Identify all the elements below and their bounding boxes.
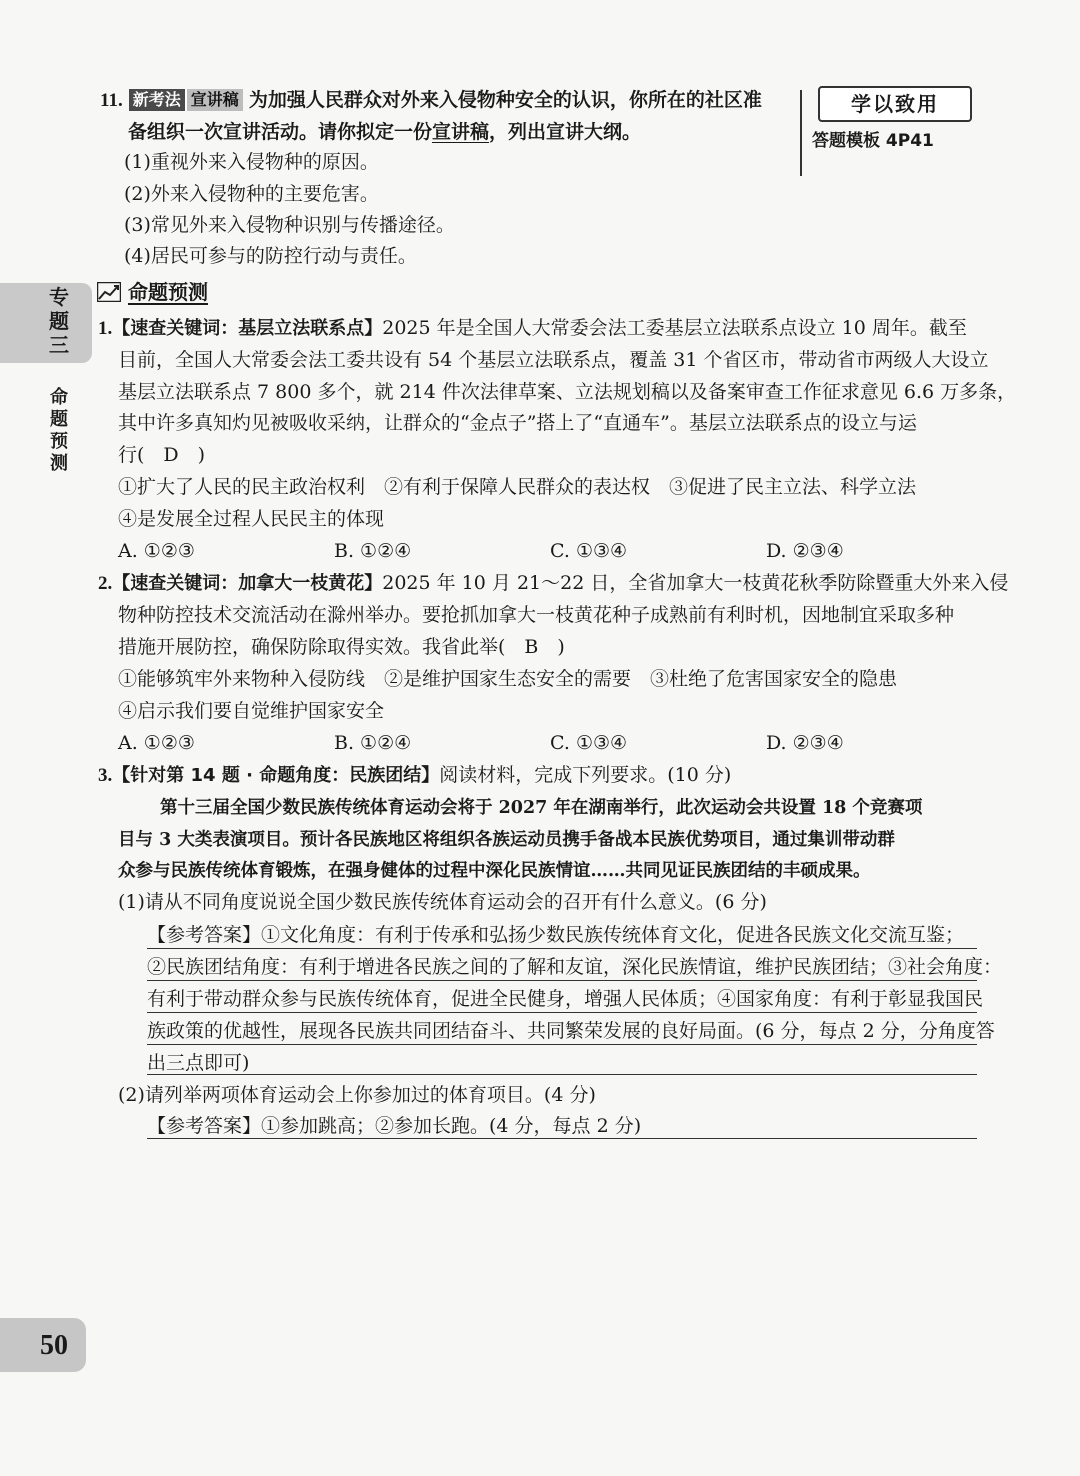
q3-answer1-line-4: 族政策的优越性，展现各民族共同团结奋斗、共同繁荣发展的良好局面。(6 分，每点 2 分，分角度答 <box>147 1020 995 1042</box>
q3-number: 3. <box>98 765 113 786</box>
q11-item-3: (3)常见外来入侵物种识别与传播途径。 <box>124 214 455 236</box>
q1-text-3: 基层立法联系点 7 800 多个，就 214 件次法律草案、立法规划稿以及备案审查工作征求意见 6.6 万多条， <box>118 381 1017 403</box>
side-sub-char-2: 题 <box>50 409 68 430</box>
q11-item-4: (4)居民可参与的防控行动与责任。 <box>124 245 417 267</box>
q1-option-c: C. ①③④ <box>550 540 628 562</box>
q3-answer1-line-3: 有利于带动群众参与民族传统体育，促进全民健身，增强人民体质；④国家角度：有利于彰显我国民 <box>147 988 984 1010</box>
q2-keyword: 【速查关键词：加拿大一枝黄花】 <box>112 573 383 594</box>
q3-answer2: 【参考答案】①参加跳高；②参加长跑。(4 分，每点 2 分) <box>147 1115 642 1137</box>
q3-answer1-line-5: 出三点即可) <box>147 1052 250 1074</box>
q11-item-2: (2)外来入侵物种的主要危害。 <box>124 183 379 205</box>
q11-line-2 <box>128 120 641 144</box>
q3-material-1: 第十三届全国少数民族传统体育运动会将于 2027 年在湖南举行，此次运动会共设置 18 个竞赛项 <box>160 798 923 818</box>
side-sub-char-4: 测 <box>50 453 68 474</box>
q1-text-1: 2025 年是全国人大常委会法工委基层立法联系点设立 10 周年。截至 <box>382 317 967 339</box>
q3-instruction: 阅读材料，完成下列要求。(10 分) <box>439 764 732 786</box>
answer-rule <box>147 1012 977 1013</box>
q1-text-4: 其中许多真知灼见被吸收采纳，让群众的“金点子”搭上了“直通车”。基层立法联系点的设立与运 <box>118 412 917 434</box>
q3-sub-question-2: (2)请列举两项体育运动会上你参加过的体育项目。(4 分) <box>118 1084 596 1106</box>
q2-statements-2: ④启示我们要自觉维护国家安全 <box>118 700 385 722</box>
q3-sub-question-1: (1)请从不同角度说说全国少数民族传统体育运动会的召开有什么意义。(6 分) <box>118 891 767 913</box>
q11-stem-2-underlined: 宣讲稿 <box>432 121 490 143</box>
q2-statements-1: ①能够筑牢外来物种入侵防线 ②是维护国家生态安全的需要 ③杜绝了危害国家安全的隐患 <box>118 668 898 690</box>
q2-text-2: 物种防控技术交流活动在滁州举办。要抢抓加拿大一枝黄花种子成熟前有利时机，因地制宜采取多种 <box>118 604 955 626</box>
q11-tag-new-method: 新考法 <box>129 89 185 111</box>
answer-rule <box>147 1138 977 1139</box>
q2-text-3: 措施开展防控，确保防除取得实效。我省此举( B ) <box>118 636 565 658</box>
q11-number: 11. <box>100 90 123 111</box>
q3-answer1-line-2: ②民族团结角度：有利于增进各民族之间的了解和友谊，深化民族情谊，维护民族团结；③社会角度： <box>147 956 1003 978</box>
q2-option-c: C. ①③④ <box>550 732 628 754</box>
q2-number: 2. <box>98 573 113 594</box>
q3-material-3: 众参与民族传统体育锻炼，在强身健体的过程中深化民族情谊……共同见证民族团结的丰硕成果。 <box>118 861 871 881</box>
q1-number: 1. <box>98 318 113 339</box>
q11-stem-2a: 备组织一次宣讲活动。请你拟定一份 <box>128 121 433 143</box>
q11-line-1 <box>100 88 762 113</box>
side-sub-char-1: 命 <box>50 387 68 408</box>
q3-answer1-line-1: 【参考答案】①文化角度：有利于传承和弘扬少数民族传统体育文化，促进各民族文化交流互鉴； <box>147 924 965 946</box>
section-title: 命题预测 <box>127 280 208 304</box>
q1-statements-2: ④是发展全过程人民民主的体现 <box>118 508 385 530</box>
q2-text-1: 2025 年 10 月 21～22 日，全省加拿大一枝黄花秋季防除暨重大外来入侵 <box>382 572 1009 594</box>
q1-text-5: 行( D ) <box>118 444 206 466</box>
q1-keyword: 【速查关键词：基层立法联系点】 <box>112 318 383 339</box>
q11-tag-speech: 宣讲稿 <box>185 89 243 111</box>
side-sub-char-3: 预 <box>50 431 68 452</box>
q3-heading: 【针对第 14 题 · 命题角度：民族团结】 <box>112 765 440 786</box>
trend-chart-icon <box>97 282 121 302</box>
answer-rule <box>147 1044 977 1045</box>
page-number: 50 <box>40 1330 68 1361</box>
answer-rule <box>147 1074 977 1075</box>
q2-line-1 <box>98 571 1008 596</box>
q11-item-1: (1)重视外来入侵物种的原因。 <box>124 151 379 173</box>
practice-reference: 答题模板 4P41 <box>812 131 934 151</box>
side-tab-char-3: 三 <box>49 333 69 357</box>
section-heading <box>97 280 208 304</box>
answer-rule <box>147 948 977 949</box>
q11-stem-1: 为加强人民群众对外来入侵物种安全的认识，你所在的社区准 <box>248 89 762 111</box>
practice-title: 学以致用 <box>818 86 972 122</box>
q1-statements-1: ①扩大了人民的民主政治权利 ②有利于保障人民群众的表达权 ③促进了民主立法、科学立法 <box>118 476 917 498</box>
q1-option-d: D. ②③④ <box>766 540 844 562</box>
side-tab-char-1: 专 <box>49 285 69 309</box>
q3-line-1 <box>98 763 731 788</box>
q1-text-2: 目前，全国人大常委会法工委共设有 54 个基层立法联系点，覆盖 31 个省区市，带动省市两级人大设立 <box>118 349 989 371</box>
q3-material-2: 目与 3 大类表演项目。预计各民族地区将组织各族运动员携手备战本民族优势项目，通过集训带动群 <box>118 830 895 850</box>
q2-option-b: B. ①②④ <box>334 732 412 754</box>
side-tab-char-2: 题 <box>49 309 69 333</box>
q11-stem-2b: ，列出宣讲大纲。 <box>489 121 642 143</box>
q1-line-1 <box>98 316 967 341</box>
answer-rule <box>147 980 977 981</box>
q1-option-b: B. ①②④ <box>334 540 412 562</box>
q2-option-d: D. ②③④ <box>766 732 844 754</box>
q1-option-a: A. ①②③ <box>118 540 195 562</box>
q2-option-a: A. ①②③ <box>118 732 195 754</box>
